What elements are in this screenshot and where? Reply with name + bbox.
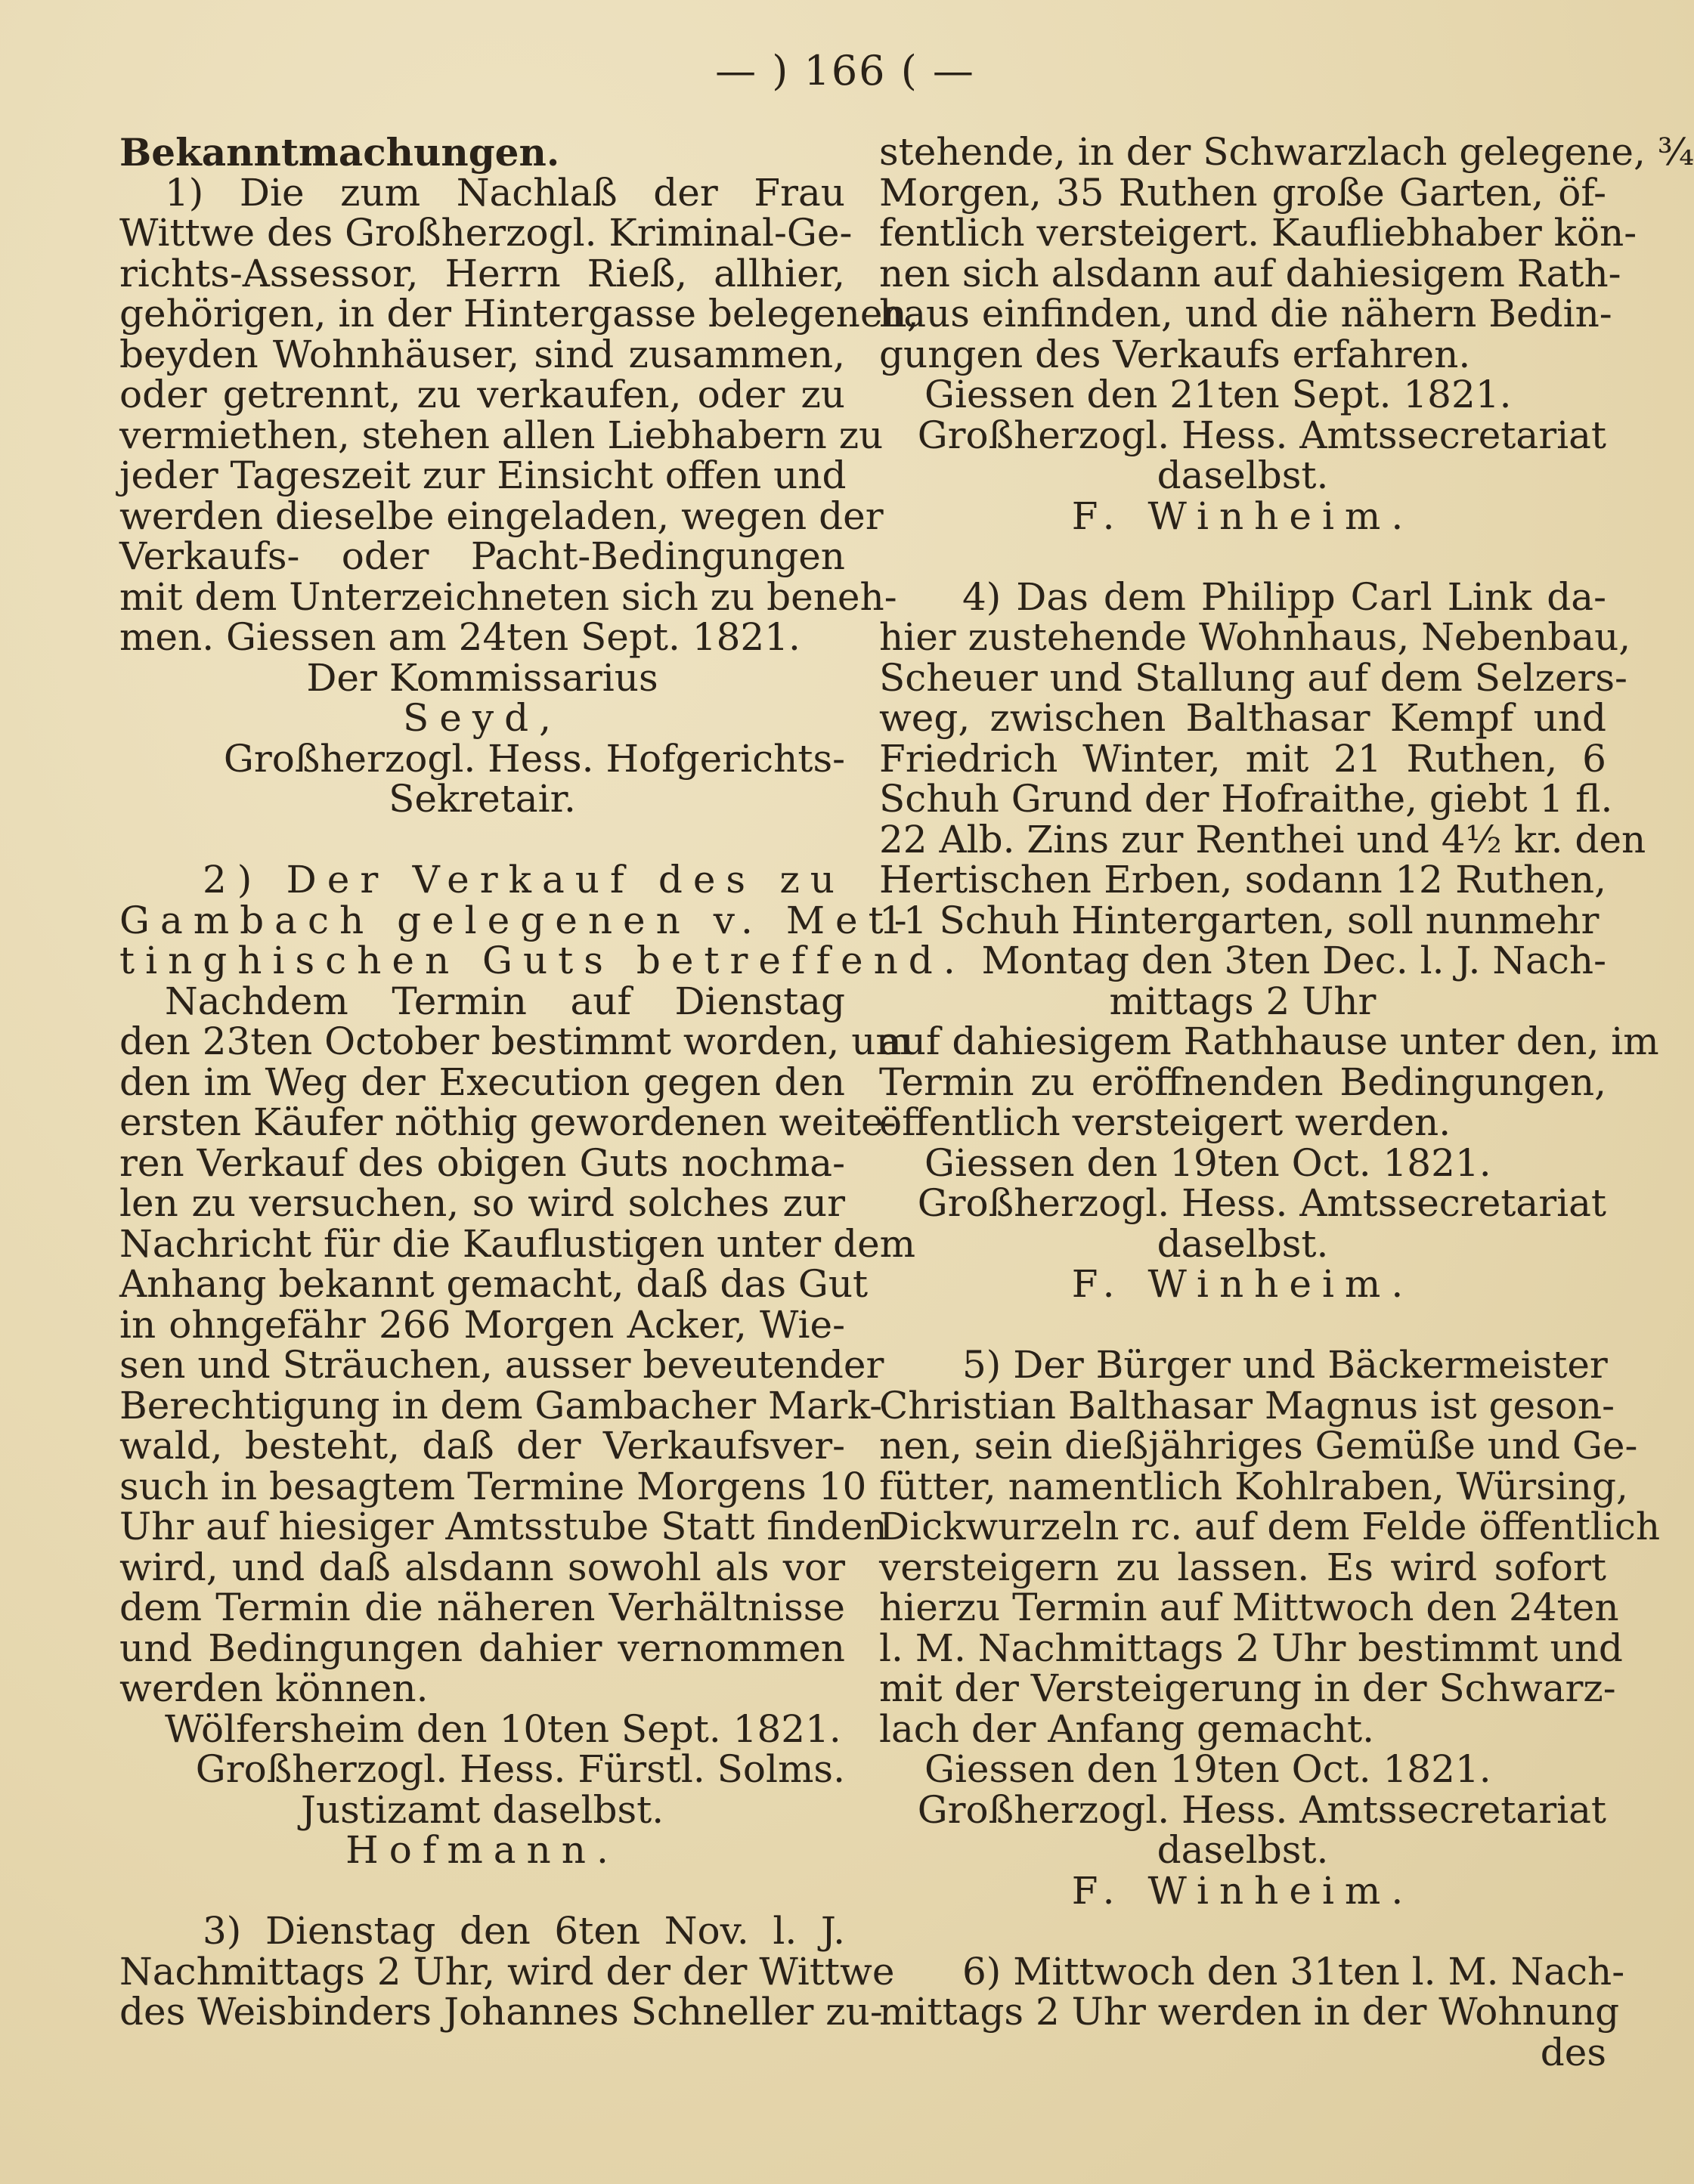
text-line: wird, und daß alsdann sowohl als vor [119,1545,845,1589]
text-line: sen und Sträuchen, ausser beveutender [119,1343,884,1387]
text-line: Großherzogl. Hess. Amtssecretariat [917,1787,1606,1832]
text-line: versteigern zu lassen. Es wird sofort [879,1545,1606,1589]
text-line: Hofmann. [345,1828,619,1872]
text-line: F. Winheim. [1071,1868,1414,1913]
text-line: Der Kommissarius [306,655,658,700]
text-line: tinghischen Guts betreffend. [119,939,966,982]
left-column [119,130,966,2034]
text-line: dem Termin die näheren Verhältnisse [119,1585,845,1629]
text-line: 4) Das dem Philipp Carl Link da- [962,574,1606,619]
text-line: wald, besteht, daß der Verkaufsver- [119,1424,845,1468]
text-line: den im Weg der Execution gegen den [119,1060,845,1104]
text-line: len zu versuchen, so wird solches zur [119,1181,845,1225]
text-line: Dickwurzeln rc. auf dem Felde öffentlich [879,1505,1661,1548]
text-line: Giessen den 19ten Oct. 1821. [924,1747,1491,1791]
page-number-header: — ) 166 ( — [715,47,975,94]
text-line: lach der Anfang gemacht. [879,1706,1375,1751]
text-line: des Weisbinders Johannes Schneller zu- [119,1990,883,2034]
text-line: Seyd, [403,696,562,740]
text-line: jeder Tageszeit zur Einsicht offen und [119,453,847,497]
text-line: Bekanntmachungen. [119,130,560,175]
text-line: fentlich versteigert. Kaufliebhaber kön- [879,211,1637,255]
text-line: 6) Mittwoch den 31ten l. M. Nach- [962,1949,1625,1994]
text-line: mittags 2 Uhr werden in der Wohnung [879,1990,1620,2034]
text-line: Sekretair. [389,777,576,821]
text-line: 5) Der Bürger und Bäckermeister [962,1343,1608,1387]
text-line: richts-Assessor, Herrn Rieß, allhier, [119,251,845,295]
text-line: Nachricht für die Kauflustigen unter dem [119,1221,916,1266]
text-line: Anhang bekannt gemacht, daß das Gut [119,1262,869,1306]
text-line: 11 Schuh Hintergarten, soll nunmehr [879,898,1600,942]
paragraph-gap [879,537,1606,577]
text-line: Gambach gelegenen v. Met- [119,898,918,942]
text-line: Wölfersheim den 10ten Sept. 1821. [165,1706,841,1751]
text-line: fütter, namentlich Kohlraben, Würsing, [879,1464,1628,1508]
text-line: Berechtigung in dem Gambacher Mark- [119,1383,883,1428]
text-line: Justizamt daselbst. [300,1787,664,1832]
text-line: daselbst. [1157,453,1329,497]
text-line: Giessen den 21ten Sept. 1821. [924,373,1512,416]
text-line: Termin zu eröffnenden Bedingungen, [879,1060,1606,1104]
text-line: haus einfinden, und die nähern Bedin- [879,292,1612,336]
text-line: nen, sein dießjähriges Gemüße und Ge- [879,1424,1638,1468]
text-line: F. Winheim. [1071,493,1414,538]
text-line: Uhr auf hiesiger Amtsstube Statt finden [119,1505,887,1548]
text-line: ren Verkauf des obigen Guts nochma- [119,1140,845,1185]
text-line: Morgen, 35 Ruthen große Garten, öf- [879,170,1606,215]
text-line: l. M. Nachmittags 2 Uhr bestimmt und [879,1626,1623,1670]
text-line: 2) Der Verkauf des zu [203,858,845,902]
text-line: such in besagtem Termine Morgens 10 [119,1464,867,1508]
text-line: den 23ten October bestimmt worden, um [119,1019,912,1063]
text-line: mit der Versteigerung in der Schwarz- [879,1666,1616,1710]
text-line: Verkaufs- oder Pacht-Bedingungen [119,534,845,578]
text-line: daselbst. [1157,1828,1329,1872]
text-line: men. Giessen am 24ten Sept. 1821. [119,615,801,659]
text-line: hier zustehende Wohnhaus, Nebenbau, [879,615,1631,659]
text-line: 1) Die zum Nachlaß der Frau [165,170,845,215]
text-line: Christian Balthasar Magnus ist geson- [879,1383,1615,1428]
paragraph-gap [119,1871,845,1912]
text-line: mittags 2 Uhr [1109,979,1377,1023]
paragraph-gap [879,1305,1606,1346]
text-line: weg, zwischen Balthasar Kempf und [879,696,1606,740]
text-line: Schuh Grund der Hofraithe, giebt 1 fl. [879,777,1613,821]
text-line: Nachmittags 2 Uhr, wird der der Wittwe [119,1949,895,1994]
text-line: Wittwe des Großherzogl. Kriminal-Ge- [119,211,853,255]
paragraph-gap [119,820,845,861]
paragraph-gap [879,1911,1606,1952]
text-line: des [1540,2030,1606,2074]
text-line: gungen des Verkaufs erfahren. [879,332,1471,376]
text-line: hierzu Termin auf Mittwoch den 24ten [879,1585,1619,1629]
text-line: Hertischen Erben, sodann 12 Ruthen, [879,858,1606,902]
text-line: Montag den 3ten Dec. l. J. Nach- [981,939,1606,982]
text-line: öffentlich versteigert werden. [879,1100,1451,1144]
text-line: Nachdem Termin auf Dienstag [165,979,845,1023]
text-line: auf dahiesigem Rathhause unter den, im [879,1019,1659,1063]
text-line: beyden Wohnhäuser, sind zusammen, [119,332,845,376]
text-line: oder getrennt, zu verkaufen, oder zu [119,373,845,416]
text-line: Großherzogl. Hess. Hofgerichts- [223,736,845,781]
text-line: Großherzogl. Hess. Fürstl. Solms. [195,1747,845,1791]
text-line: werden dieselbe eingeladen, wegen der [119,493,884,538]
text-line: Scheuer und Stallung auf dem Selzers- [879,655,1627,700]
text-line: stehende, in der Schwarzlach gelegene, ¾ [879,130,1694,174]
text-line: in ohngefähr 266 Morgen Acker, Wie- [119,1302,845,1347]
text-line: vermiethen, stehen allen Liebhabern zu [119,413,884,457]
right-column [879,130,1694,2074]
text-line: Großherzogl. Hess. Amtssecretariat [917,413,1606,457]
text-line: mit dem Unterzeichneten sich zu beneh- [119,574,897,619]
text-line: Friedrich Winter, mit 21 Ruthen, 6 [879,736,1606,781]
text-line: 22 Alb. Zins zur Renthei und 4½ kr. den [879,817,1646,862]
text-line: F. Winheim. [1071,1262,1414,1306]
text-line: Giessen den 19ten Oct. 1821. [924,1140,1491,1185]
text-line: 3) Dienstag den 6ten Nov. l. J. [203,1909,845,1953]
text-line: nen sich alsdann auf dahiesigem Rath- [879,251,1621,295]
text-line: ersten Käufer nöthig gewordenen weite- [119,1100,897,1144]
text-line: werden können. [119,1666,429,1710]
text-line: und Bedingungen dahier vernommen [119,1626,845,1670]
text-line: Großherzogl. Hess. Amtssecretariat [917,1181,1606,1225]
text-line: daselbst. [1157,1221,1329,1266]
text-line: gehörigen, in der Hintergasse belegenen, [119,292,919,336]
